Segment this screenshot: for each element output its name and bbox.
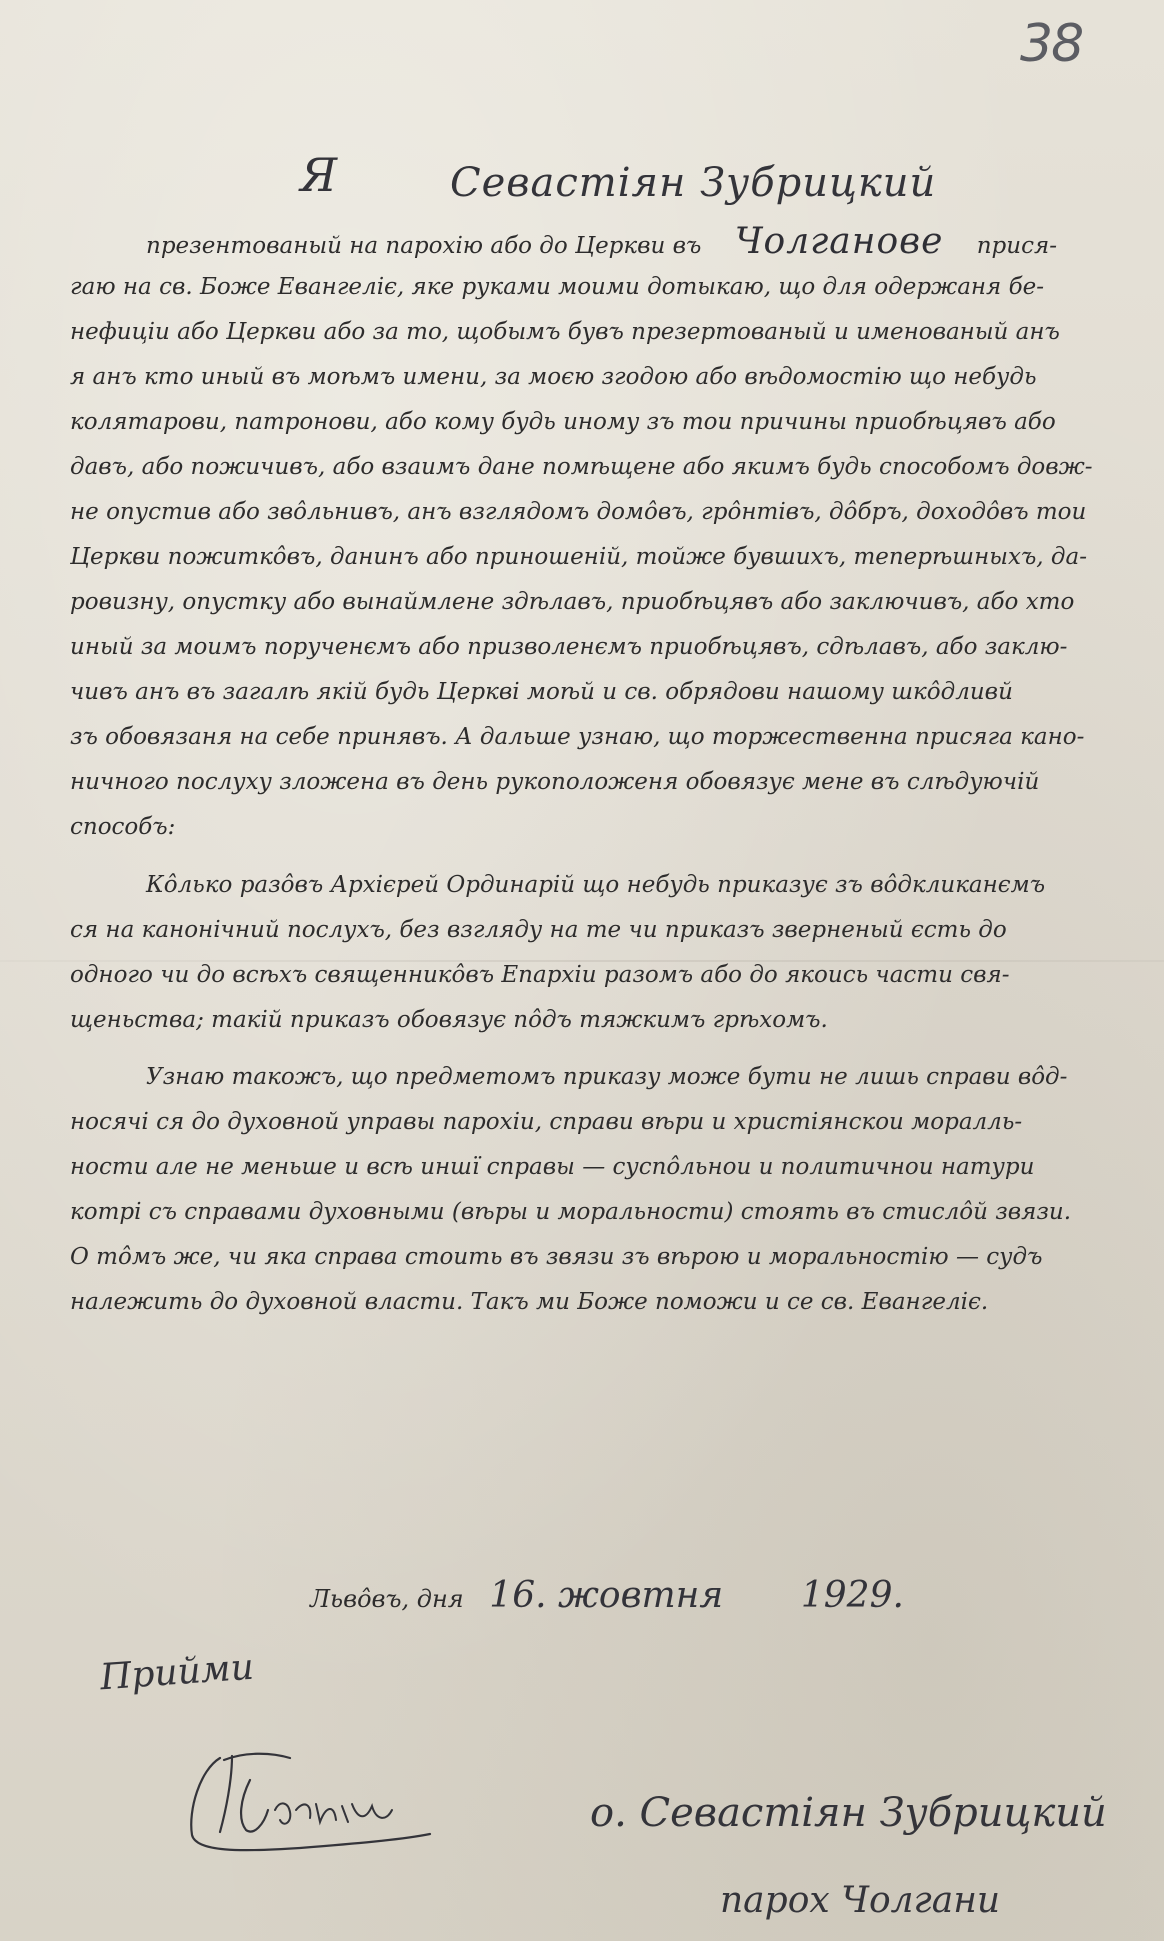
oath-line: не опустив або звôльнивъ, анъ взглядомъ домôвъ, грôнтівъ, дôбръ, доходôвъ тои bbox=[70, 499, 1087, 525]
oath-line: презентованый на парохію або до Церкви въ Чолганове прися- bbox=[146, 221, 1057, 262]
oath-line: ровизну, опустку або вынаймлене здѣлавъ, приобѣцявъ або заключивъ, або хто bbox=[70, 589, 1075, 615]
oath-line: носячі ся до духовной управы парохіи, справи вѣри и христіянскои моралль- bbox=[70, 1109, 1023, 1135]
oath-line: ности але не меньше и всѣ иншї справы — суспôльнои и политичнои натури bbox=[70, 1154, 1035, 1180]
oath-line: одного чи до всѣхъ священникôвъ Епархіи разомъ або до якоись части свя- bbox=[70, 962, 1010, 988]
oath-line: нефиціи або Церкви або за то, щобымъ бувъ презертованый и именованый анъ bbox=[70, 319, 1060, 345]
oath-line: чивъ анъ въ загалѣ якій будь Церкві моѣй и св. обрядови нашому шкôдливй bbox=[70, 679, 1013, 705]
priest-parish-handwritten: парох Чолгани bbox=[720, 1880, 1001, 1921]
oath-line: иный за моимъ порученємъ або призволенємъ приобѣцявъ, сдѣлавъ, або заклю- bbox=[70, 634, 1068, 660]
priest-name-handwritten: Севастіян Зубрицкий bbox=[450, 160, 937, 206]
oath-line: Кôлько разôвъ Архієрей Ординарій що небудь приказує зъ вôдкликанємъ bbox=[146, 872, 1046, 898]
archive-page-number: 38 bbox=[1020, 14, 1083, 74]
oath-line: щеньства; такій приказъ обовязує пôдъ тяжкимъ грѣхомъ. bbox=[70, 1007, 828, 1033]
date-day-month-handwritten: 16. жовтня bbox=[489, 1575, 724, 1616]
oath-line: ничного послуху зложена въ день рукоположеня обовязує мене въ слѣдуючій bbox=[70, 769, 1040, 795]
oath-line: належить до духовной власти. Такъ ми Боже поможи и се св. Евангеліє. bbox=[70, 1289, 989, 1315]
priest-signature-handwritten: о. Севастіян Зубрицкий bbox=[590, 1790, 1107, 1836]
oath-line: ся на канонічний послухъ, без взгляду на те чи приказъ зверненый єсть до bbox=[70, 917, 1007, 943]
parish-place-handwritten: Чолганове bbox=[734, 221, 944, 262]
date-year-handwritten: 1929. bbox=[800, 1575, 904, 1616]
oath-line: Церкви пожиткôвъ, данинъ або приношеній, тойже бувшихъ, теперѣшныхъ, да- bbox=[70, 544, 1087, 570]
oath-line: колятарови, патронови, або кому будь иному зъ тои причины приобѣцявъ або bbox=[70, 409, 1056, 435]
oath-line: давъ, або пожичивъ, або взаимъ дане помѣщене або якимъ будь способомъ довж- bbox=[70, 454, 1093, 480]
approval-note-handwritten: Прийми bbox=[98, 1646, 256, 1699]
oath-pronoun: Я bbox=[300, 148, 338, 202]
oath-line: котрі съ справами духовными (вѣры и моральности) стоять въ стислôй звязи. bbox=[70, 1199, 1072, 1225]
bishop-signature bbox=[180, 1740, 440, 1860]
oath-line: я анъ кто иный въ моѣмъ имени, за моєю згодою або вѣдомостію що небудь bbox=[70, 364, 1037, 390]
oath-line: зъ обовязаня на себе принявъ. А дальше узнаю, що торжественна присяга кано- bbox=[70, 724, 1085, 750]
oath-line: способъ: bbox=[70, 814, 176, 840]
oath-line: О тôмъ же, чи яка справа стоить въ звязи зъ вѣрою и моральностію — судъ bbox=[70, 1244, 1043, 1270]
oath-line: гаю на св. Боже Евангеліє, яке руками моими дотыкаю, що для одержаня бе- bbox=[70, 274, 1045, 300]
oath-line: Узнаю такожъ, що предметомъ приказу може бути не лишь справи вôд- bbox=[146, 1064, 1068, 1090]
date-line bbox=[310, 1575, 904, 1616]
date-place: Львôвъ, дня bbox=[310, 1585, 464, 1613]
